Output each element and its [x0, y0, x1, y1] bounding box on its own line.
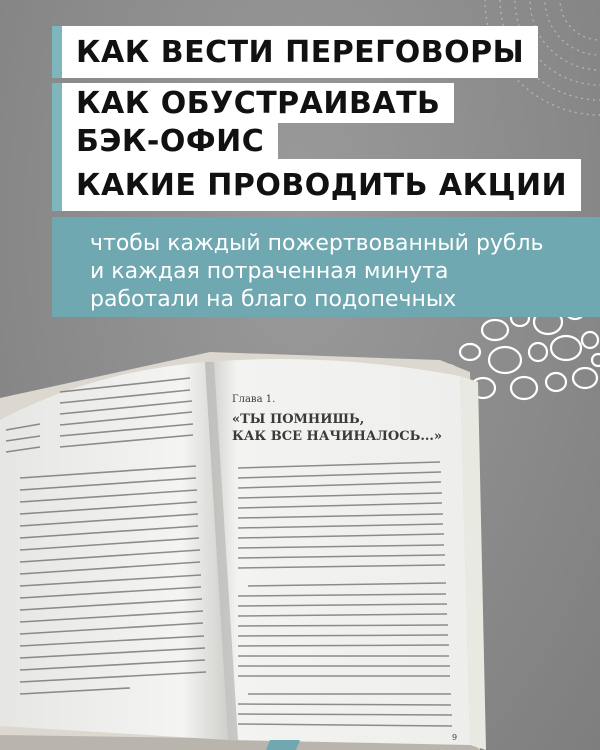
headline-back-office-2: БЭК-ОФИС	[76, 123, 265, 159]
tagline-line-1: чтобы каждый пожертвованный рубль	[90, 231, 544, 256]
headline-back-office-1: КАК ОБУСТРАИВАТЬ	[76, 85, 441, 121]
chapter-title-2: КАК ВСЕ НАЧИНАЛОСЬ...»	[232, 429, 443, 444]
headline-promotions: КАКИЕ ПРОВОДИТЬ АКЦИИ	[76, 167, 568, 203]
tagline-line-2: и каждая потраченная минута	[90, 259, 449, 284]
page-number: 9	[452, 733, 458, 742]
chapter-label: Глава 1.	[232, 394, 276, 405]
headline-negotiations: КАК ВЕСТИ ПЕРЕГОВОРЫ	[76, 34, 525, 70]
chapter-title-1: «ТЫ ПОМНИШЬ,	[232, 412, 365, 427]
tagline-line-3: работали на благо подопечных	[90, 287, 457, 312]
